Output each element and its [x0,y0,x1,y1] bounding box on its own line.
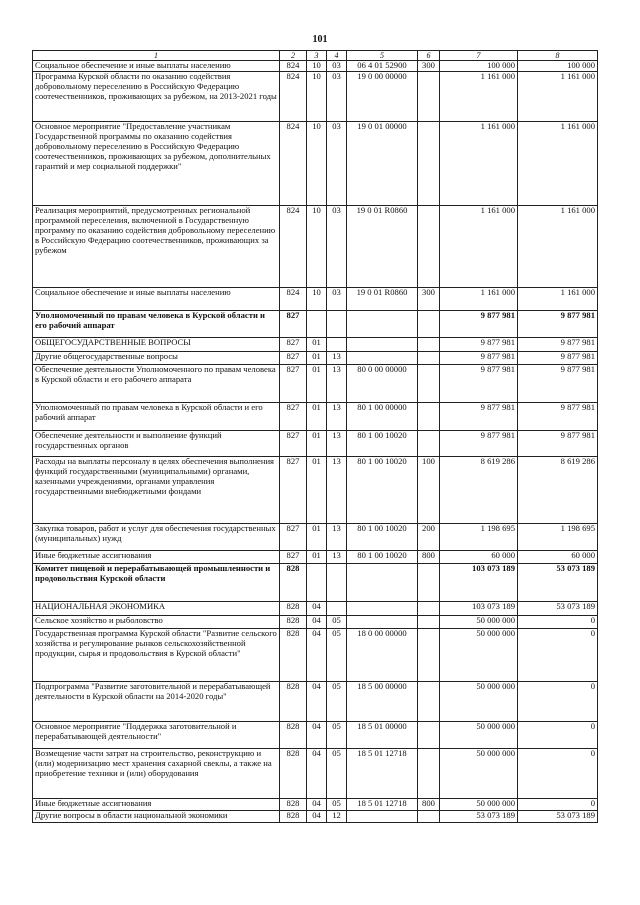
row-amount-2: 9 877 981 [518,431,598,457]
table-row [33,288,598,311]
row-name: Государственная программа Курской области "Развитие сельского хозяйства и регулирование рынков сельскохозяйственной продукции, сырья и продовольствия в Курской области" [33,629,280,682]
row-name: Уполномоченный по правам человека в Курской области и его рабочий аппарат [33,311,280,338]
row-amount-1: 8 619 286 [440,457,518,524]
row-amount-2: 1 161 000 [518,72,598,122]
row-section: 01 [307,338,327,352]
row-code: 827 [280,551,307,564]
row-section [307,311,327,338]
row-amount-2: 53 073 189 [518,811,598,823]
row-code: 827 [280,524,307,551]
row-subsection: 03 [327,61,347,72]
row-expense-type [418,722,440,749]
row-name: ОБЩЕГОСУДАРСТВЕННЫЕ ВОПРОСЫ [33,338,280,352]
table-row [33,311,598,338]
row-amount-2: 8 619 286 [518,457,598,524]
row-target: 80 1 00 10020 [347,551,418,564]
row-amount-1: 1 161 000 [440,288,518,311]
row-name: Обеспечение деятельности Уполномоченного по правам человека в Курской области и его рабочего аппарата [33,365,280,403]
row-expense-type [418,365,440,403]
table-row [33,403,598,431]
row-subsection: 03 [327,72,347,122]
row-expense-type: 300 [418,61,440,72]
row-amount-2: 0 [518,799,598,811]
table-row [33,365,598,403]
row-expense-type [418,616,440,629]
row-section: 04 [307,799,327,811]
row-target: 80 1 00 10020 [347,524,418,551]
row-section: 10 [307,206,327,288]
row-expense-type [418,811,440,823]
row-target: 80 1 00 10020 [347,457,418,524]
row-target [347,811,418,823]
table-row [33,524,598,551]
row-name: Обеспечение деятельности и выполнение функций государственных органов [33,431,280,457]
row-expense-type: 800 [418,799,440,811]
row-section: 01 [307,365,327,403]
row-code: 828 [280,722,307,749]
row-expense-type [418,431,440,457]
row-name: Расходы на выплаты персоналу в целях обеспечения выполнения функций государственными (муниципальными) органами, казенными учреждениями, органами управления государственными внебюджетными фондами [33,457,280,524]
row-amount-2: 1 161 000 [518,206,598,288]
page-number: 101 [312,34,328,45]
table-row [33,799,598,811]
row-target: 18 5 01 00000 [347,722,418,749]
row-expense-type [418,602,440,616]
row-amount-1: 50 000 000 [440,749,518,799]
row-expense-type: 100 [418,457,440,524]
row-expense-type: 800 [418,551,440,564]
row-amount-1: 9 877 981 [440,338,518,352]
header-cell: 7 [440,51,518,61]
row-expense-type [418,206,440,288]
row-section: 10 [307,122,327,206]
row-subsection [327,338,347,352]
row-code: 828 [280,799,307,811]
row-section: 04 [307,616,327,629]
row-expense-type [418,564,440,602]
row-target: 19 0 01 R0860 [347,288,418,311]
header-cell: 6 [418,51,440,61]
row-code: 828 [280,749,307,799]
row-subsection: 13 [327,524,347,551]
row-subsection: 03 [327,122,347,206]
row-amount-1: 60 000 [440,551,518,564]
row-section: 04 [307,811,327,823]
row-amount-1: 9 877 981 [440,311,518,338]
row-amount-2: 60 000 [518,551,598,564]
header-cell: 1 [33,51,280,61]
row-target: 06 4 01 52900 [347,61,418,72]
row-amount-1: 53 073 189 [440,811,518,823]
table-row [33,338,598,352]
row-name: Реализация мероприятий, предусмотренных региональной программой переселения, включенной в Государственную программу по оказанию содействия добровольному переселению в Российскую Федерацию соотечественников, проживающих за рубежом [33,206,280,288]
row-amount-1: 103 073 189 [440,602,518,616]
row-expense-type [418,72,440,122]
table-row [33,616,598,629]
row-amount-2: 9 877 981 [518,311,598,338]
row-section: 01 [307,431,327,457]
row-code: 827 [280,457,307,524]
row-subsection: 13 [327,551,347,564]
table-row [33,457,598,524]
row-code: 824 [280,61,307,72]
row-amount-2: 0 [518,682,598,722]
row-amount-2: 1 161 000 [518,288,598,311]
table-row [33,811,598,823]
table-row [33,602,598,616]
row-target [347,311,418,338]
row-name: Другие общегосударственные вопросы [33,352,280,365]
row-name: Основное мероприятие "Предоставление участникам Государственной программы по оказанию содействия добровольному переселению в Российскую Федерацию соотечественников, проживающих за рубежом, дополнительных гарантий и мер социальной поддержки" [33,122,280,206]
budget-table [32,50,598,823]
row-section: 04 [307,682,327,722]
table-row [33,206,598,288]
row-name: Подпрограмма "Развитие заготовительной и перерабатывающей деятельности в Курской области на 2014-2020 годы" [33,682,280,722]
row-section: 10 [307,288,327,311]
row-expense-type [418,311,440,338]
row-name: Иные бюджетные ассигнования [33,799,280,811]
row-expense-type [418,682,440,722]
row-name: Социальное обеспечение и иные выплаты населению [33,61,280,72]
header-cell: 2 [280,51,307,61]
row-name: НАЦИОНАЛЬНАЯ ЭКОНОМИКА [33,602,280,616]
header-cell: 8 [518,51,598,61]
row-amount-2: 1 161 000 [518,122,598,206]
row-amount-2: 9 877 981 [518,365,598,403]
row-subsection: 05 [327,749,347,799]
row-target: 19 0 00 00000 [347,72,418,122]
table-row [33,352,598,365]
row-amount-1: 9 877 981 [440,403,518,431]
row-code: 828 [280,616,307,629]
row-amount-1: 100 000 [440,61,518,72]
row-code: 827 [280,311,307,338]
row-section: 04 [307,629,327,682]
table-row [33,682,598,722]
row-code: 824 [280,122,307,206]
row-name: Комитет пищевой и перерабатывающей промышленности и продовольствия Курской области [33,564,280,602]
row-expense-type [418,338,440,352]
row-amount-2: 9 877 981 [518,403,598,431]
table-row [33,722,598,749]
row-amount-1: 1 161 000 [440,206,518,288]
row-target: 18 5 00 00000 [347,682,418,722]
row-subsection: 13 [327,352,347,365]
row-amount-1: 50 000 000 [440,616,518,629]
row-expense-type [418,749,440,799]
row-subsection: 03 [327,288,347,311]
row-name: Сельское хозяйство и рыболовство [33,616,280,629]
row-amount-1: 1 161 000 [440,122,518,206]
header-cell: 4 [327,51,347,61]
row-amount-1: 1 161 000 [440,72,518,122]
row-amount-1: 50 000 000 [440,799,518,811]
row-expense-type: 200 [418,524,440,551]
header-cell: 3 [307,51,327,61]
row-subsection: 05 [327,629,347,682]
row-name: Программа Курской области по оказанию содействия добровольному переселению в Российскую Федерацию соотечественников, проживающих за рубежом, на 2013-2021 годы [33,72,280,122]
row-section: 10 [307,61,327,72]
row-target: 18 5 01 12718 [347,749,418,799]
row-target: 18 5 01 12718 [347,799,418,811]
row-amount-2: 0 [518,722,598,749]
row-section: 04 [307,749,327,799]
row-section: 01 [307,352,327,365]
row-code: 827 [280,338,307,352]
row-amount-2: 0 [518,749,598,799]
row-name: Возмещение части затрат на строительство, реконструкцию и (или) модернизацию мест хранения сахарной свеклы, а также на приобретение техники и (или) оборудования [33,749,280,799]
table-row [33,629,598,682]
row-code: 828 [280,629,307,682]
row-code: 824 [280,288,307,311]
row-name: Иные бюджетные ассигнования [33,551,280,564]
table-row [33,61,598,72]
row-expense-type [418,122,440,206]
row-name: Социальное обеспечение и иные выплаты населению [33,288,280,311]
table-row [33,431,598,457]
row-amount-2: 0 [518,629,598,682]
row-code: 827 [280,352,307,365]
row-subsection: 05 [327,722,347,749]
row-subsection: 13 [327,365,347,403]
table-row [33,122,598,206]
row-name: Основное мероприятие "Поддержка заготовительной и перерабатывающей деятельности" [33,722,280,749]
row-section [307,564,327,602]
table-row [33,749,598,799]
row-target: 19 0 01 00000 [347,122,418,206]
row-code: 828 [280,682,307,722]
row-expense-type [418,352,440,365]
row-section: 01 [307,403,327,431]
row-subsection: 03 [327,206,347,288]
row-amount-1: 50 000 000 [440,682,518,722]
row-amount-2: 100 000 [518,61,598,72]
table-row [33,551,598,564]
row-amount-2: 1 198 695 [518,524,598,551]
row-section: 01 [307,457,327,524]
row-code: 828 [280,811,307,823]
row-amount-1: 9 877 981 [440,352,518,365]
row-subsection: 05 [327,682,347,722]
row-target [347,616,418,629]
row-amount-1: 9 877 981 [440,431,518,457]
row-target: 18 0 00 00000 [347,629,418,682]
row-code: 827 [280,365,307,403]
table-row [33,72,598,122]
row-subsection: 13 [327,457,347,524]
row-code: 828 [280,564,307,602]
row-amount-1: 50 000 000 [440,629,518,682]
row-subsection [327,602,347,616]
row-subsection: 12 [327,811,347,823]
row-target: 80 1 00 00000 [347,403,418,431]
row-subsection: 05 [327,799,347,811]
row-amount-2: 53 073 189 [518,564,598,602]
row-amount-1: 50 000 000 [440,722,518,749]
row-name: Другие вопросы в области национальной экономики [33,811,280,823]
row-section: 04 [307,602,327,616]
row-code: 827 [280,431,307,457]
row-target: 80 1 00 10020 [347,431,418,457]
row-code: 824 [280,72,307,122]
header-row [33,51,598,61]
row-section: 10 [307,72,327,122]
row-amount-2: 9 877 981 [518,352,598,365]
row-amount-2: 9 877 981 [518,338,598,352]
row-section: 01 [307,551,327,564]
row-code: 828 [280,602,307,616]
row-name: Закупка товаров, работ и услуг для обеспечения государственных (муниципальных) нужд [33,524,280,551]
row-amount-2: 0 [518,616,598,629]
row-subsection: 13 [327,431,347,457]
row-amount-1: 1 198 695 [440,524,518,551]
table-row [33,564,598,602]
row-subsection: 05 [327,616,347,629]
row-target: 80 0 00 00000 [347,365,418,403]
row-target [347,352,418,365]
row-code: 827 [280,403,307,431]
row-section: 04 [307,722,327,749]
row-amount-2: 53 073 189 [518,602,598,616]
row-expense-type [418,403,440,431]
row-target [347,338,418,352]
row-expense-type: 300 [418,288,440,311]
row-target [347,564,418,602]
row-amount-1: 9 877 981 [440,365,518,403]
row-subsection [327,564,347,602]
row-expense-type [418,629,440,682]
header-cell: 5 [347,51,418,61]
row-subsection: 13 [327,403,347,431]
row-target: 19 0 01 R0860 [347,206,418,288]
row-code: 824 [280,206,307,288]
row-amount-1: 103 073 189 [440,564,518,602]
row-subsection [327,311,347,338]
row-name: Уполномоченный по правам человека в Курской области и его рабочий аппарат [33,403,280,431]
row-target [347,602,418,616]
row-section: 01 [307,524,327,551]
